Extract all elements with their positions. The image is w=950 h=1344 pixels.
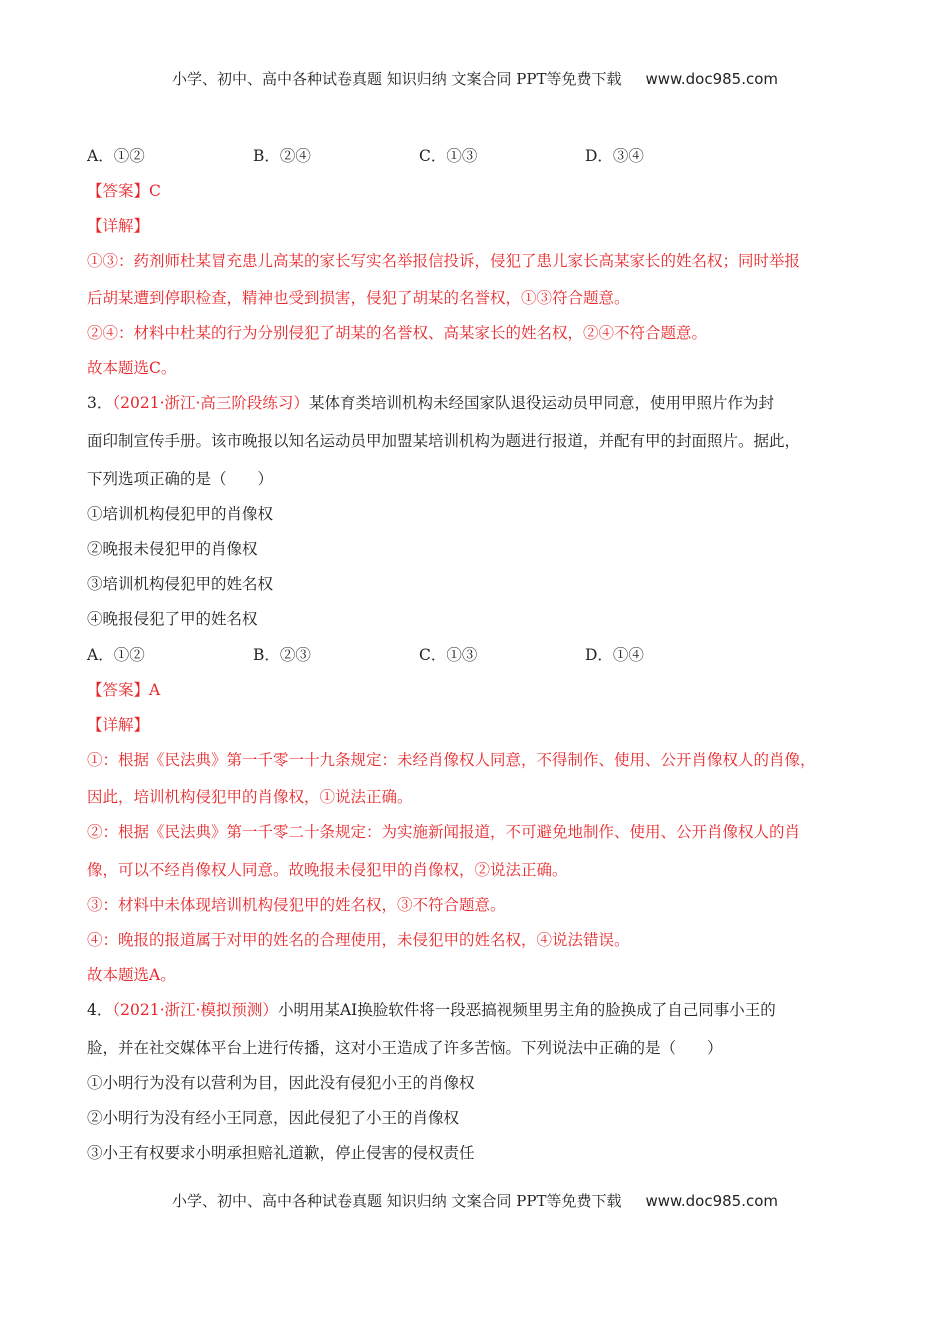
- highlighted-text: 像，可以不经肖像权人同意。故晚报未侵犯甲的肖像权，②说法正确。: [87, 861, 568, 879]
- text-line: [87, 1038, 723, 1058]
- page-footer: [0, 1190, 950, 1211]
- text-line: [87, 431, 800, 451]
- footer-text: 小学、初中、高中各种试卷真题 知识归纳 文案合同 PPT等免费下载: [171, 1192, 622, 1210]
- option-c: C．①③: [419, 147, 478, 165]
- highlighted-text: 【答案】C: [87, 182, 161, 200]
- option-b: B．②④: [253, 147, 311, 165]
- text-segment: ③小王有权要求小明承担赔礼道歉，停止侵害的侵权责任: [87, 1144, 475, 1162]
- text-line: [87, 750, 816, 770]
- text-line: [87, 965, 176, 985]
- text-segment: ②小明行为没有经小王同意，因此侵犯了小王的肖像权: [87, 1109, 460, 1127]
- text-line: [87, 1108, 459, 1128]
- text-line: [87, 715, 149, 735]
- page-header: [0, 68, 950, 89]
- highlighted-text: （2021·浙江·模拟预测）: [112, 1001, 278, 1019]
- text-line: [87, 358, 176, 378]
- text-segment: ②晚报未侵犯甲的肖像权: [87, 540, 258, 558]
- options-row: [87, 146, 751, 166]
- text-segment: 3．: [87, 394, 113, 412]
- text-segment: 某体育类培训机构未经国家队退役运动员甲同意，使用甲照片作为封: [308, 394, 774, 412]
- text-segment: ④晚报侵犯了甲的姓名权: [87, 610, 258, 628]
- footer-url[interactable]: www.doc985.com: [645, 1192, 779, 1210]
- text-segment: ①小明行为没有以营利为目，因此没有侵犯小王的肖像权: [87, 1074, 475, 1092]
- text-line: [87, 288, 630, 308]
- highlighted-text: 【答案】A: [87, 681, 161, 699]
- highlighted-text: 后胡某遭到停职检查，精神也受到损害，侵犯了胡某的名誉权，①③符合题意。: [87, 289, 630, 307]
- option-a: A．①②: [87, 646, 145, 664]
- text-segment: 下列选项正确的是（ ）: [87, 470, 274, 488]
- text-line: [87, 822, 800, 842]
- option-b: B．②③: [253, 646, 311, 664]
- highlighted-text: ①：根据《民法典》第一千零一十九条规定：未经肖像权人同意，不得制作、使用、公开肖像权人的肖像，: [87, 751, 816, 769]
- text-line: [87, 1073, 475, 1093]
- text-segment: ③培训机构侵犯甲的姓名权: [87, 575, 274, 593]
- text-line: [87, 860, 568, 880]
- highlighted-text: 故本题选C。: [87, 359, 177, 377]
- text-line: [87, 539, 258, 559]
- highlighted-text: ③：材料中未体现培训机构侵犯甲的姓名权，③不符合题意。: [87, 896, 506, 914]
- highlighted-text: ④：晚报的报道属于对甲的姓名的合理使用，未侵犯甲的姓名权，④说法错误。: [87, 931, 630, 949]
- text-line: [87, 680, 160, 700]
- header-text: 小学、初中、高中各种试卷真题 知识归纳 文案合同 PPT等免费下载: [171, 70, 622, 88]
- highlighted-text: 【详解】: [87, 716, 150, 734]
- text-line: [87, 216, 149, 236]
- option-d: D．③④: [585, 147, 644, 165]
- text-line: [87, 251, 800, 271]
- highlighted-text: ①③：药剂师杜某冒充患儿高某的家长写实名举报信投诉，侵犯了患儿家长高某家长的姓名权；同时举报: [87, 252, 801, 270]
- text-line: [87, 393, 774, 413]
- text-line: [87, 895, 506, 915]
- text-segment: 脸，并在社交媒体平台上进行传播，这对小王造成了许多苦恼。下列说法中正确的是（ ）: [87, 1039, 723, 1057]
- text-segment: ①培训机构侵犯甲的肖像权: [87, 505, 274, 523]
- text-segment: 4．: [87, 1001, 113, 1019]
- option-c: C．①③: [419, 646, 478, 664]
- highlighted-text: （2021·浙江·高三阶段练习）: [112, 394, 309, 412]
- text-line: [87, 930, 630, 950]
- text-segment: 面印制宣传手册。该市晚报以知名运动员甲加盟某培训机构为题进行报道，并配有甲的封面照片。据此，: [87, 432, 801, 450]
- text-line: [87, 181, 161, 201]
- option-a: A．①②: [87, 147, 145, 165]
- text-line: [87, 323, 707, 343]
- highlighted-text: ②：根据《民法典》第一千零二十条规定：为实施新闻报道，不可避免地制作、使用、公开肖像权人的肖: [87, 823, 801, 841]
- header-url[interactable]: www.doc985.com: [645, 70, 779, 88]
- text-line: [87, 787, 413, 807]
- highlighted-text: ②④：材料中杜某的行为分别侵犯了胡某的名誉权、高某家长的姓名权，②④不符合题意。: [87, 324, 708, 342]
- text-line: [87, 609, 258, 629]
- text-line: [87, 504, 273, 524]
- text-segment: 小明用某AI换脸软件将一段恶搞视频里男主角的脸换成了自己同事小王的: [277, 1001, 776, 1019]
- highlighted-text: 【详解】: [87, 217, 150, 235]
- text-line: [87, 1000, 776, 1020]
- text-line: [87, 574, 273, 594]
- options-row: [87, 645, 751, 665]
- highlighted-text: 因此，培训机构侵犯甲的肖像权，①说法正确。: [87, 788, 413, 806]
- text-line: [87, 1143, 475, 1163]
- option-d: D．①④: [585, 646, 644, 664]
- highlighted-text: 故本题选A。: [87, 966, 176, 984]
- text-line: [87, 469, 273, 489]
